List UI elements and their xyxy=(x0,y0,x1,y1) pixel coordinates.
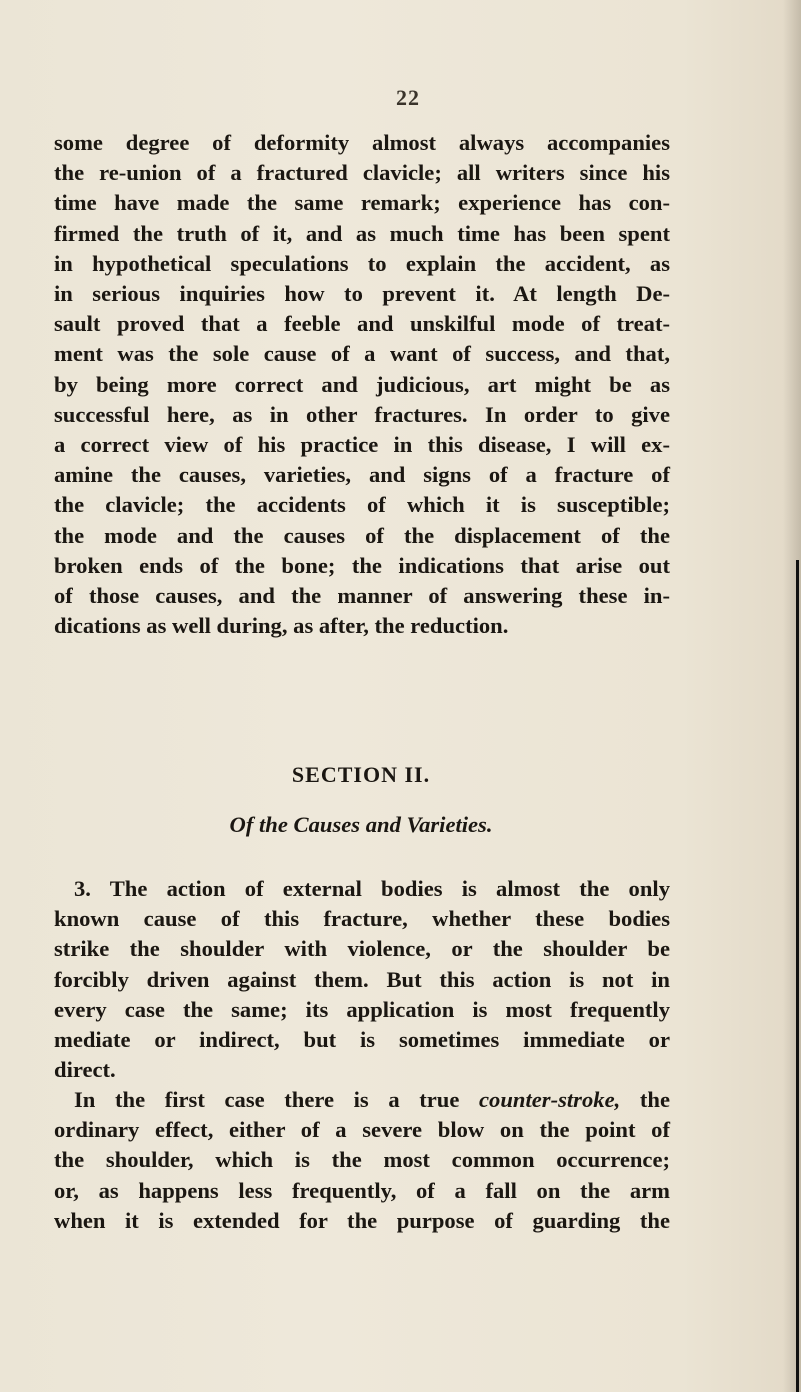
text-line: ment was the sole cause of a want of success, and that, xyxy=(54,341,670,367)
text-line: firmed the truth of it, and as much time has been spent xyxy=(54,220,670,246)
text-line: every case the same; its application is most frequently xyxy=(54,996,670,1022)
page-edge-line xyxy=(796,560,799,1392)
text-line: the re-union of a fractured clavicle; all writers since his xyxy=(54,160,670,186)
text-line: in hypothetical speculations to explain the accident, as xyxy=(54,250,670,276)
text-line: mediate or indirect, but is sometimes immediate or xyxy=(54,1027,670,1053)
paragraph-3 xyxy=(54,1085,670,1236)
text-line: when it is extended for the purpose of guarding the xyxy=(54,1207,670,1233)
text-line: some degree of deformity almost always accompanies xyxy=(54,130,670,155)
text-line: successful here, as in other fractures. In order to give xyxy=(54,401,670,427)
text-line: direct. xyxy=(54,1057,116,1083)
text-line xyxy=(54,1085,670,1115)
section-subheading: Of the Causes and Varieties. xyxy=(229,812,493,837)
text-line: by being more correct and judicious, art might be as xyxy=(54,371,670,397)
italic-term: counter-stroke, xyxy=(479,1087,621,1112)
text-line: time have made the same remark; experience has con- xyxy=(54,190,670,216)
page-number: 22 xyxy=(396,85,420,110)
text-run: the xyxy=(620,1087,670,1112)
text-line: in serious inquiries how to prevent it. At length De- xyxy=(54,281,670,307)
paragraph-1 xyxy=(54,128,670,641)
text-line: the clavicle; the accidents of which it is susceptible; xyxy=(54,492,670,518)
text-line: the shoulder, which is the most common occurrence; xyxy=(54,1147,670,1173)
text-run: In the first case there is a true xyxy=(74,1087,480,1112)
text-line: 3. The action of external bodies is almost the only xyxy=(74,876,670,901)
text-line: a correct view of his practice in this disease, I will ex- xyxy=(54,432,670,458)
text-line: or, as happens less frequently, of a fall on the arm xyxy=(54,1177,670,1203)
text-line: amine the causes, varieties, and signs of a fracture of xyxy=(54,462,670,488)
text-line: known cause of this fracture, whether these bodies xyxy=(54,906,670,932)
text-line: dications as well during, as after, the reduction. xyxy=(54,613,509,639)
text-line: of those causes, and the manner of answering these in- xyxy=(54,583,670,609)
text-line: sault proved that a feeble and unskilful mode of treat- xyxy=(54,311,670,337)
paragraph-2 xyxy=(54,874,670,1085)
text-line: ordinary effect, either of a severe blow on the point of xyxy=(54,1117,670,1143)
text-line: the mode and the causes of the displacement of the xyxy=(54,522,670,548)
section-heading: SECTION II. xyxy=(291,762,431,787)
text-line: broken ends of the bone; the indications that arise out xyxy=(54,552,670,578)
text-line: strike the shoulder with violence, or the shoulder be xyxy=(54,936,670,962)
text-line: forcibly driven against them. But this action is not in xyxy=(54,966,670,992)
